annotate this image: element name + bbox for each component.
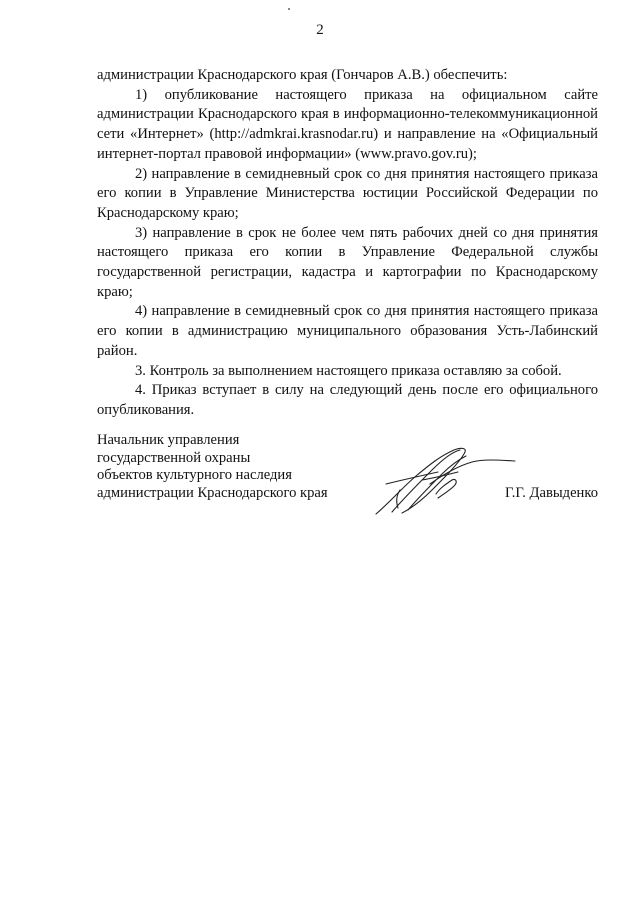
signatory-title-line: администрации Краснодарского края (97, 484, 328, 501)
signatory-title-line: Начальник управления (97, 432, 240, 448)
scan-artifact (288, 8, 290, 10)
paragraph-item-1: 1) опубликование настоящего приказа на официальном сайте администрации Краснодарского края в информационно-телекоммуникационной сети «Интернет» (http://admkrai.krasnodar.ru) и направление на «Официальный интернет-портал правовой информации» (www.pravo.gov.ru); (97, 86, 598, 162)
signature-block (97, 432, 598, 502)
signatory-title-line: государственной охраны (97, 449, 251, 466)
signatory-name: Г.Г. Давыденко (504, 484, 598, 501)
paragraph-point-3: 3. Контроль за выполнением настоящего приказа оставляю за собой. (135, 362, 562, 379)
paragraph-item-2: 2) направление в семидневный срок со дня принятия настоящего приказа его копии в Управление Министерства юстиции Российской Федерации по Краснодарскому краю; (97, 165, 598, 221)
handwritten-signature (372, 444, 517, 516)
paragraph-intro: администрации Краснодарского края (Гончаров А.В.) обеспечить: (97, 67, 508, 83)
paragraph-point-4: 4. Приказ вступает в силу на следующий день после его официального опубликования. (97, 382, 598, 418)
document-body (97, 66, 598, 421)
paragraph-item-3: 3) направление в срок не более чем пять рабочих дней со дня принятия настоящего приказа его копии в Управление Федеральной службы государственной регистрации, кадастра и картографии по Краснодарскому краю; (97, 224, 598, 300)
signatory-title-line: объектов культурного наследия (97, 467, 292, 483)
page-number: 2 (316, 22, 324, 38)
paragraph-item-4: 4) направление в семидневный срок со дня принятия настоящего приказа его копии в администрацию муниципального образования Усть-Лабинский район. (97, 303, 598, 359)
